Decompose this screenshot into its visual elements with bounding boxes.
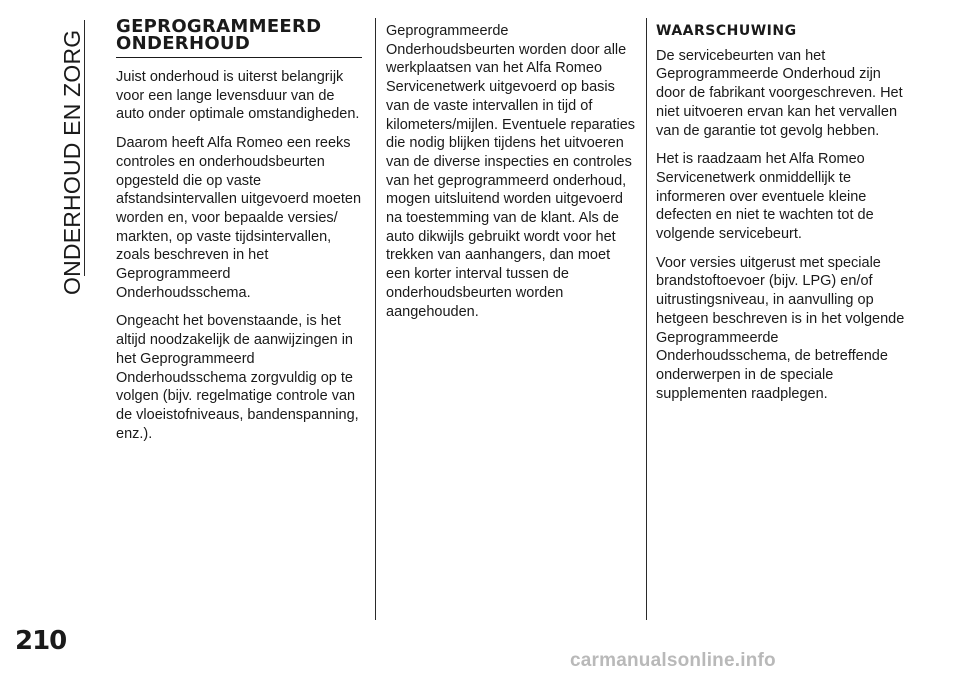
column-2 (386, 22, 638, 331)
warning-paragraph-defects: Het is raadzaam het Alfa Romeo Servicenetwerk onmiddellijk te informeren over eventuele kleine defecten en niet te wachten tot de volgende servicebeurt. (656, 151, 874, 243)
chapter-title: ONDERHOUD EN ZORG (59, 29, 85, 295)
page-number: 210 (15, 626, 67, 656)
paragraph-schedule: Daarom heeft Alfa Romeo een reeks controles en onderhoudsbeurten opgesteld die op vaste afstandsintervallen uitgevoerd moeten worden en, voor bepaalde versies/ markten, op vaste tijdsintervallen, zoals beschreven in het Geprogrammeerd Onderhoudsschema. (116, 135, 362, 301)
watermark: carmanualsonline.info (570, 650, 776, 671)
paragraph-intro: Juist onderhoud is uiterst belangrijk voor een lange levensduur van de auto onder optimale omstandigheden. (116, 69, 360, 123)
warning-paragraph-warranty: De servicebeurten van het Geprogrammeerde Onderhoud zijn door de fabrikant voorgeschreven. Het niet uitvoeren ervan kan het vervallen van de garantie tot gevolg hebben. (656, 47, 903, 139)
column-divider-left (375, 18, 376, 620)
column-1 (116, 18, 364, 453)
column-divider-right (646, 18, 647, 620)
paragraph-service-network: Geprogrammeerde Onderhoudsbeurten worden door alle werkplaatsen van het Alfa Romeo Servicenetwerk uitgevoerd op basis van de vaste intervallen in tijd of kilometers/mijlen. Eventuele reparaties die nodig blijken tijdens het uitvoeren van de diverse inspecties en controles van het geprogrammeerd onderhoud, mogen uitsluitend worden uitgevoerd na toestemming van de klant. Als de auto dikwijls gebruikt wordt voor het trekken van aanhangers, dan moet een korter interval tussen de onderhoudsbeurten worden aangehouden. (386, 23, 636, 320)
warning-heading: WAARSCHUWING (656, 23, 797, 39)
column-3 (656, 22, 906, 413)
paragraph-instructions: Ongeacht het bovenstaande, is het altijd noodzakelijk de aanwijzingen in het Geprogrammeerd Onderhoudsschema zorgvuldig op te volgen (bijv. regelmatige controle van de vloeistofniveaus, bandenspanning, enz.). (116, 313, 359, 442)
section-heading-line2: ONDERHOUD (116, 33, 251, 54)
section-heading (116, 18, 362, 58)
chapter-side-tab (54, 20, 85, 295)
section-heading-line1: GEPROGRAMMEERD (116, 16, 322, 37)
warning-paragraph-lpg: Voor versies uitgerust met speciale brandstoftoevoer (bijv. LPG) en/of uitrustingsniveau, in aanvulling op hetgeen beschreven is in het volgende Geprogrammeerde Onderhoudsschema, de betreffende onderwerpen in de speciale supplementen raadplegen. (656, 254, 905, 402)
